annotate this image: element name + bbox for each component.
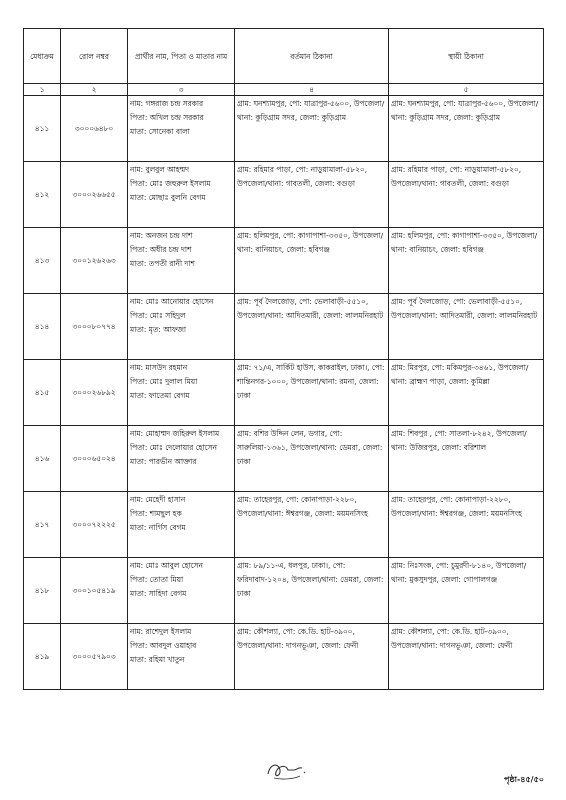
candidate-cell	[128, 162, 235, 228]
merit-cell: ৪১৬	[24, 426, 61, 492]
permanent-address-cell	[389, 294, 544, 360]
merit-cell: ৪১৫	[24, 360, 61, 426]
present-address-cell	[235, 294, 389, 360]
permanent-address: গ্রাম: রহিমার পাড়া, পো: নাড়ুয়ামালা-৫৮২০, উপজেলা/থানা: গাবতলী, জেলা: বগুড়া	[391, 165, 522, 188]
candidate-name: নাম: রাশেদুল ইসলাম	[130, 627, 192, 636]
present-address: গ্রাম: ৮৯/১১-এ, ধলপুর, ঢাকা।, পো: ফরিদাবাদ-১২০৪, উপজেলা/থানা: ডেমরা, জেলা: ঢাকা	[237, 561, 384, 598]
permanent-address-cell	[389, 492, 544, 558]
roll-cell: ৩০০০২৬৬৫৫	[61, 162, 128, 228]
roll-cell: ৩০০১০৫৪১৯	[61, 558, 128, 624]
merit-cell: ৪১৩	[24, 228, 61, 294]
roll-cell: ৩০০০৮০৭৭৪	[61, 294, 128, 360]
father-name: পিতা: আবদুল ওয়াহাব	[130, 641, 197, 650]
present-address-cell	[235, 162, 389, 228]
present-address-cell	[235, 228, 389, 294]
header-present-address: বর্তমান ঠিকানা	[235, 29, 389, 84]
mother-name: মাতা: সাহিদা বেগম	[130, 589, 187, 598]
merit-cell: ৪১৪	[24, 294, 61, 360]
roll-cell: ৩০০০৬৪৮০	[61, 96, 128, 162]
header-permanent-address: স্থায়ী ঠিকানা	[389, 29, 544, 84]
candidate-name: নাম: মোহাম্মদ জহিরুল ইসলাম	[130, 429, 220, 438]
father-name: পিতা: মোঃ দুলাল মিয়া	[130, 377, 198, 386]
table-row	[24, 492, 544, 558]
present-address: গ্রাম: বশির উদ্দিন লেন, ডগার, পো: সারুলিয়া-১৩৬১, উপজেলা/থানা: ডেমরা, জেলা: ঢাকা	[237, 429, 383, 466]
present-address-cell	[235, 624, 389, 690]
merit-cell: ৪১৮	[24, 558, 61, 624]
permanent-address: গ্রাম: পূর্ব দৈলজোড়, পো: ভেলাবাড়ী-৫৫১০, উপজেলা/থানা: আদিতমারী, জেলা: লালমনিরহাট	[391, 297, 538, 320]
merit-cell: ৪১৭	[24, 492, 61, 558]
permanent-address-cell	[389, 558, 544, 624]
present-address: গ্রাম: তাহেরপুর, পো: কোনাপাড়া-২২৮০, উপজেলা/থানা: ঈশ্বরগঞ্জ, জেলা: ময়মনসিংহ	[237, 495, 368, 518]
father-name: পিতা: অধীর চন্দ্র দাশ	[130, 245, 192, 254]
candidate-name: নাম: মোঃ আবুল হোসেন	[130, 561, 203, 570]
candidate-name: নাম: বুলবুল আহম্মদ	[130, 165, 189, 174]
father-name: পিতা: মোঃ সহিদুল	[130, 311, 186, 320]
father-name: পিতা: শামছুল হক	[130, 509, 182, 518]
candidate-name: নাম: মেহেদী হাসান	[130, 495, 186, 504]
signature	[264, 758, 312, 782]
table-row	[24, 360, 544, 426]
roll-cell: ৩০০০২৬৮৯২	[61, 360, 128, 426]
father-name: পিতা: মোঃ জহুরুল ইসলাম	[130, 179, 211, 188]
table-row	[24, 426, 544, 492]
roll-cell: ৩০০১২৬২৬৩	[61, 228, 128, 294]
roll-cell: ৩০০০৬৫০২৪	[61, 426, 128, 492]
column-number: ৫	[389, 84, 544, 96]
merit-list-table	[23, 28, 544, 690]
present-address: গ্রাম: ৭১/এ, সার্কিট হাউস, কাকরাইল, ঢাকা।, পো: শান্তিনগর-১০০০, উপজেলা/থানা: রমনা, জেলা: ঢাকা	[237, 363, 385, 400]
present-address-cell	[235, 492, 389, 558]
permanent-address-cell	[389, 228, 544, 294]
candidate-name: নাম: অনজন চন্দ্র দাশ	[130, 231, 193, 240]
father-name: পিতা: অখিল চন্দ্র সরকার	[130, 113, 204, 122]
column-number: ৩	[128, 84, 235, 96]
present-address-cell	[235, 558, 389, 624]
candidate-name: নাম: মোঃ আনোয়ার হোসেন	[130, 297, 214, 306]
permanent-address: গ্রাম: শিবপুর , পো: সাতলা-৮২৪২, উপজেলা/থানা: উজিরপুর, জেলা: বরিশাল	[391, 429, 527, 452]
table-row	[24, 228, 544, 294]
permanent-address: গ্রাম: হলিমপুর, পো: কাগাপাশা-৩৩৫০, উপজেলা/থানা: বানিয়াচং, জেলা: হবিগঞ্জ	[391, 231, 538, 254]
permanent-address: গ্রাম: নিঃসংক, পো: চুমুরদী-৮১৪০, উপজেলা/থানা: মুকসুদপুর, জেলা: গোপালগঞ্জ	[391, 561, 527, 584]
candidate-cell	[128, 558, 235, 624]
mother-name: মাতা: তপতী রানী দাশ	[130, 259, 195, 268]
permanent-address: গ্রাম: তাহেরপুর, পো: কোনাপাড়া-২২৮০, উপজেলা/থানা: ঈশ্বরগঞ্জ, জেলা: ময়মনসিংহ	[391, 495, 522, 518]
permanent-address: গ্রাম: মিরপুর, পো: মকিমপুর-৩৪৬১, উপজেলা/থানা: ব্রাহ্মণ পাড়া, জেলা: কুমিল্লা	[391, 363, 529, 386]
column-number-row	[24, 84, 544, 96]
mother-name: মাতা: মৃত: আফজা	[130, 325, 187, 334]
header-row	[24, 29, 544, 84]
mother-name: মাতা: পারভীন আক্তার	[130, 457, 197, 466]
table-row	[24, 558, 544, 624]
header-merit: মেধাক্রম	[24, 29, 61, 84]
candidate-name: নাম: মাসউদ রহমান	[130, 363, 188, 372]
permanent-address: গ্রাম: কৌশল্যা, পো: কে.ডি. হাট-৩৯০০, উপজেলা/থানা: দাগনভূঞা, জেলা: ফেনী	[391, 627, 513, 650]
present-address: গ্রাম: ঘনশ্যামপুর, পো: যাত্রাপুর-৫৬০০, উপজেলা/থানা: কুড়িগ্রাম সদর, জেলা: কুড়িগ্রাম	[237, 99, 385, 122]
permanent-address-cell	[389, 96, 544, 162]
mother-name: মাতা: রহিমা খাতুন	[130, 655, 185, 664]
present-address-cell	[235, 426, 389, 492]
mother-name: মাতা: মোছাঃ বুলনি বেগম	[130, 193, 206, 202]
header-name: প্রার্থীর নাম, পিতা ও মাতার নাম	[128, 29, 235, 84]
present-address: গ্রাম: রহিমার পাড়া, পো: নাড়ুয়ামালা-৫৮২০, উপজেলা/থানা: গাবতলী, জেলা: বগুড়া	[237, 165, 368, 188]
father-name: পিতা: তোতা মিয়া	[130, 575, 184, 584]
mother-name: মাতা: নার্গিস বেগম	[130, 523, 186, 532]
present-address: গ্রাম: হলিমপুর, পো: কাগাপাশা-৩৩৫০, উপজেলা/থানা: বানিয়াচং, জেলা: হবিগঞ্জ	[237, 231, 384, 254]
permanent-address-cell	[389, 162, 544, 228]
present-address-cell	[235, 360, 389, 426]
page-number: পৃষ্ঠা-৪৫/৫০	[504, 775, 544, 784]
permanent-address-cell	[389, 426, 544, 492]
column-number: ৪	[235, 84, 389, 96]
permanent-address-cell	[389, 360, 544, 426]
table-row	[24, 96, 544, 162]
candidate-cell	[128, 426, 235, 492]
candidate-cell	[128, 294, 235, 360]
roll-cell: ৩০০০৫৭৯০৩	[61, 624, 128, 690]
present-address-cell	[235, 96, 389, 162]
table-row	[24, 162, 544, 228]
table-row	[24, 294, 544, 360]
candidate-cell	[128, 360, 235, 426]
permanent-address: গ্রাম: ঘনশ্যামপুর, পো: যাত্রাপুর-৫৬০০, উপজেলা/থানা: কুড়িগ্রাম সদর, জেলা: কুড়িগ্রাম	[391, 99, 539, 122]
candidate-name: নাম: গঙ্গরাজ চন্দ্র সরকার	[130, 99, 204, 108]
candidate-cell	[128, 228, 235, 294]
merit-cell: ৪১২	[24, 162, 61, 228]
table-row	[24, 624, 544, 690]
mother-name: মাতা: ফাতেমা বেগম	[130, 391, 190, 400]
merit-cell: ৪১১	[24, 96, 61, 162]
candidate-cell	[128, 96, 235, 162]
merit-cell: ৪১৯	[24, 624, 61, 690]
present-address: গ্রাম: পূর্ব দৈলজোড়, পো: ভেলাবাড়ী-৫৫১০, উপজেলা/থানা: আদিতমারী, জেলা: লালমনিরহাট	[237, 297, 384, 320]
column-number: ১	[24, 84, 61, 96]
roll-cell: ৩০০০৭২২২৫	[61, 492, 128, 558]
candidate-cell	[128, 492, 235, 558]
present-address: গ্রাম: কৌশল্যা, পো: কে.ডি. হাট-৩৯০০, উপজেলা/থানা: দাগনভূঞা, জেলা: ফেনী	[237, 627, 359, 650]
column-number: ২	[61, 84, 128, 96]
header-roll: রোল নম্বর	[61, 29, 128, 84]
father-name: পিতা: মোঃ দেলোয়ার হোসেন	[130, 443, 217, 452]
permanent-address-cell	[389, 624, 544, 690]
mother-name: মাতা: সোনেকা বালা	[130, 127, 190, 136]
candidate-cell	[128, 624, 235, 690]
table-body	[24, 29, 544, 690]
